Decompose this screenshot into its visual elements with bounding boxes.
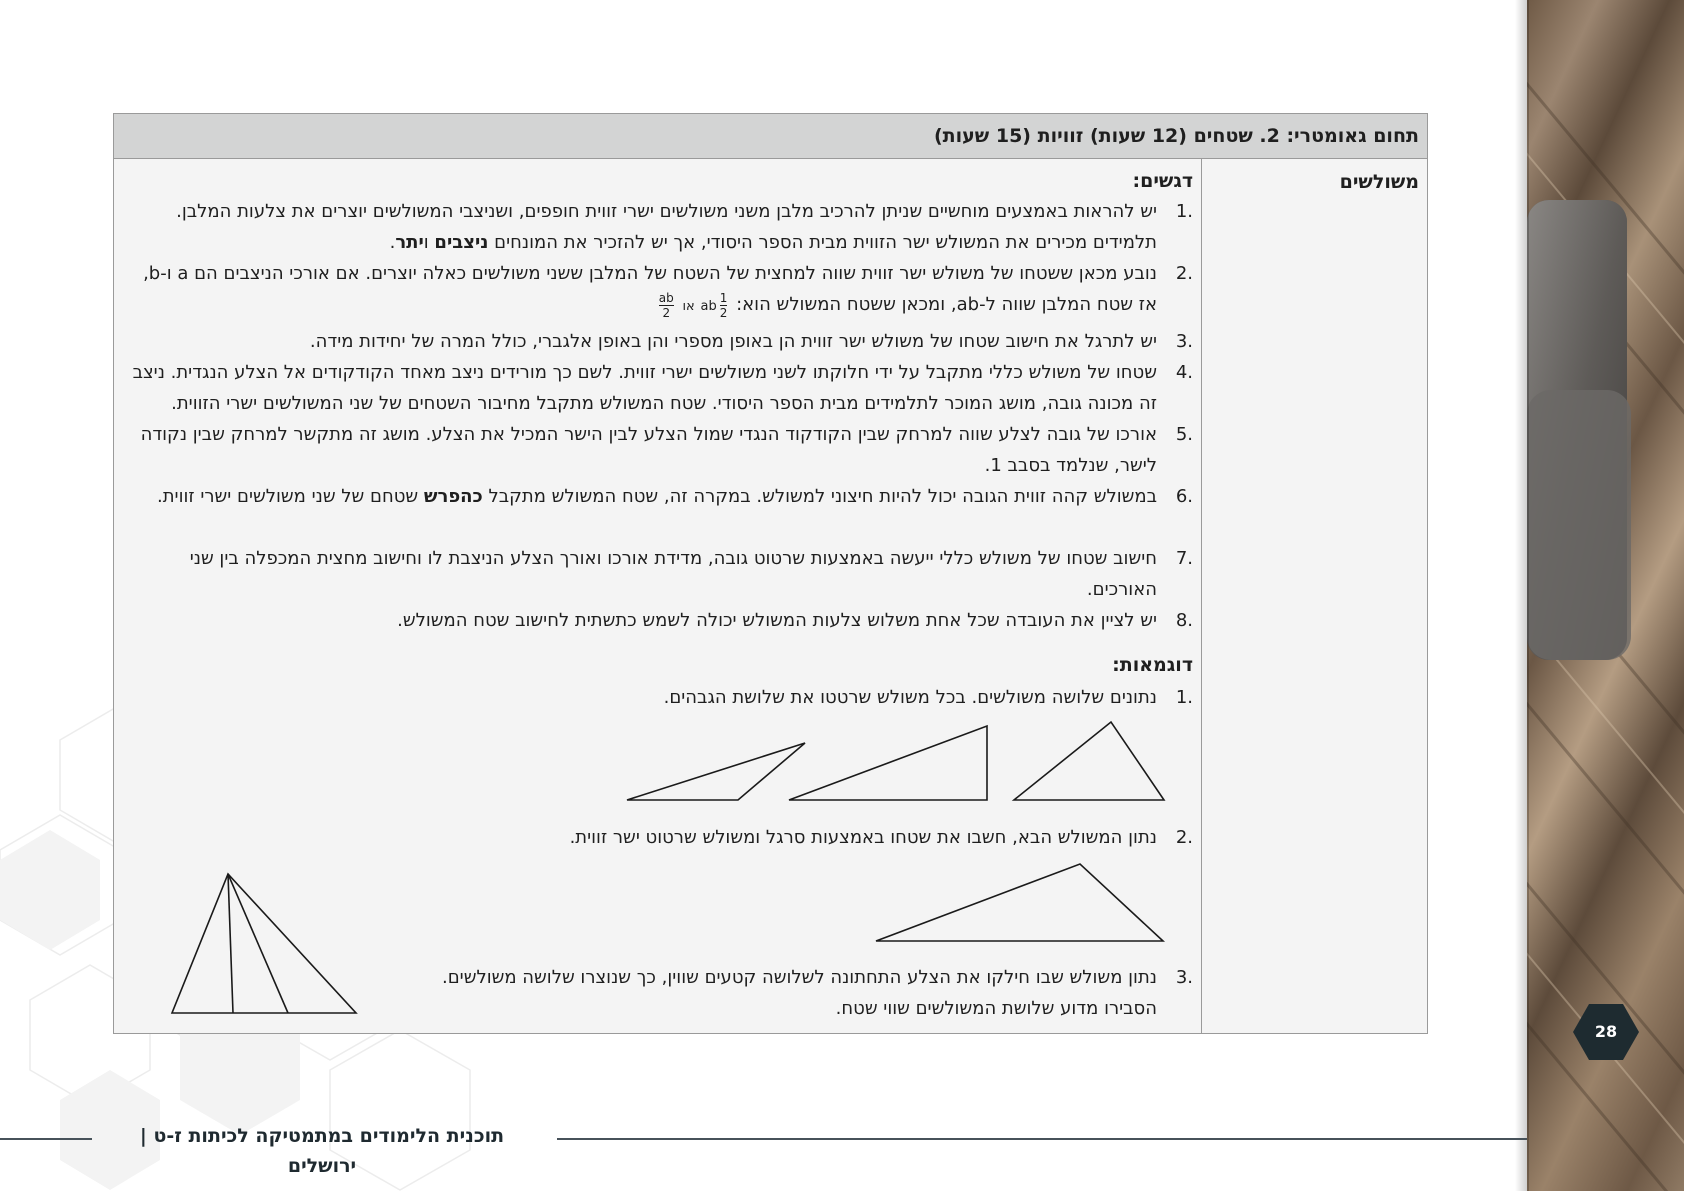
item-text-part: יש להראות באמצעים מוחשיים שניתן להרכיב מלבן משני משולשים ישרי זווית חופפים, ושניצבי המשולשים יוצרים את צלעות המלבן. תלמידים מכירים את המשולש ישר הזווית מבית הספר היסודי, אך יש להזכיר את המונחים bbox=[176, 201, 1157, 253]
item-text: יש לציין את העובדה שכל אחת משלוש צלעות המשולש יכולה לשמש כתשתית לחישוב שטח המשולש. bbox=[397, 610, 1157, 631]
page-edge-shadow bbox=[1515, 0, 1529, 1191]
item-text-part: שטחם של שני משולשים ישרי זווית. bbox=[157, 486, 424, 507]
item-text: נתון המשולש הבא, חשבו את שטחו באמצעות סרגל ומשולש שרטוט ישר זווית. bbox=[569, 827, 1157, 848]
item-text-part: . bbox=[389, 232, 396, 253]
fraction-denominator: 2 bbox=[659, 305, 674, 320]
footer-rule-right bbox=[557, 1138, 1527, 1140]
list-item bbox=[123, 481, 1193, 512]
list-item bbox=[123, 196, 1193, 258]
item-text-part: ו bbox=[423, 232, 435, 253]
item-text-part: במשולש קהה זווית הגובה יכול להיות חיצוני למשולש. במקרה זה, שטח המשולש מתקבל bbox=[482, 486, 1157, 507]
list-item bbox=[123, 258, 1193, 322]
curriculum-table bbox=[113, 113, 1428, 1034]
content-cell bbox=[114, 159, 1201, 1033]
example-item bbox=[393, 962, 1193, 1024]
bold-term: ניצבים bbox=[434, 232, 489, 253]
item-text-line-formula bbox=[123, 289, 1157, 322]
fraction-numerator: ab bbox=[658, 290, 674, 305]
page-number: 28 bbox=[1594, 1022, 1618, 1041]
list-item bbox=[123, 605, 1193, 636]
item-text bbox=[123, 258, 1157, 322]
item-text: נתון משולש שבו חילקו את הצלע התחתונה לשלושה קטעים שווין, כך שנוצרו שלושה משולשים. הסבירו מדוע שלושת המשולשים שווי שטח. bbox=[442, 967, 1157, 1019]
item-text: שטחו של משולש כללי מתקבל על ידי חלוקתו לשני משולשים ישרי זווית. לשם כך מורידים ניצב מאחד הקודקודים אל הצלע הנגדית. ניצב זה מכונה גובה, מושג המוכר לתלמידים מבית הספר היסודי. שטח המשולש מתקבל מחיבור השטחים של שני המשולשים ישרי הזווית. bbox=[132, 362, 1157, 414]
item-number: 1. bbox=[1175, 687, 1193, 708]
fraction-denominator: 2 bbox=[719, 305, 728, 320]
footer-rule-left bbox=[0, 1138, 92, 1140]
list-item bbox=[123, 419, 1193, 481]
topic-label: משולשים bbox=[1339, 171, 1419, 193]
item-number: 7. bbox=[1175, 548, 1193, 569]
item-text: נתונים שלושה משולשים. בכל משולש שרטטו את שלושת הגבהים. bbox=[663, 687, 1157, 708]
list-item bbox=[123, 326, 1193, 357]
item-text-part: אז שטח המלבן שווה ל-ab, ומכאן ששטח המשולש הוא: bbox=[736, 294, 1157, 315]
table-header bbox=[114, 114, 1427, 159]
table-header-title: תחום גאומטרי: 2. שטחים (12 שעות) זוויות (15 שעות) bbox=[933, 125, 1419, 147]
item-number: 6. bbox=[1175, 486, 1193, 507]
formula-or: או bbox=[682, 299, 695, 314]
fraction-ab-over-2 bbox=[659, 291, 674, 320]
examples-title: דוגמאות: bbox=[1112, 654, 1193, 676]
topic-cell bbox=[1201, 159, 1427, 1033]
example-item bbox=[123, 682, 1193, 713]
list-item bbox=[123, 357, 1193, 419]
item-text-line: נובע מכאן ששטחו של משולש ישר זווית שווה למחצית של השטח של המלבן ששני משולשים כאלה יוצרים. אם אורכי הניצבים הם a ו-b, bbox=[143, 263, 1157, 284]
item-text bbox=[123, 481, 1157, 512]
list-item bbox=[123, 543, 1193, 605]
item-number: 8. bbox=[1175, 610, 1193, 631]
bold-term: כהפרש bbox=[423, 486, 483, 507]
bold-term: יתר bbox=[395, 232, 424, 253]
item-number: 4. bbox=[1175, 362, 1193, 383]
footer-title: תוכנית הלימודים במתמטיקה לכיתות ז-ט | ירושלים bbox=[139, 1125, 505, 1177]
item-number: 1. bbox=[1175, 201, 1193, 222]
page-number-badge bbox=[1573, 1003, 1639, 1061]
example-item bbox=[123, 822, 1193, 853]
item-number: 3. bbox=[1175, 967, 1193, 988]
item-text: אורכו של גובה לצלע שווה למרחק שבין הקודקוד הנגדי שמול הצלע לבין הישר המכיל את הצלע. מושג זה מתקשר למרחק שבין נקודה לישר, שנלמד בסבב 1. bbox=[140, 424, 1157, 476]
item-number: 5. bbox=[1175, 424, 1193, 445]
item-number: 2. bbox=[1175, 263, 1193, 284]
formula-ab: ab bbox=[700, 299, 717, 314]
item-number: 2. bbox=[1175, 827, 1193, 848]
fraction-half bbox=[720, 291, 728, 320]
item-text: יש לתרגל את חישוב שטחו של משולש ישר זווית הן באופן מספרי והן באופן אלגברי, כולל המרה של יחידות מידה. bbox=[309, 331, 1157, 352]
item-number: 3. bbox=[1175, 331, 1193, 352]
emphases-title: דגשים: bbox=[1132, 170, 1193, 192]
item-text bbox=[123, 196, 1157, 258]
fraction-numerator: 1 bbox=[719, 290, 728, 305]
item-text: חישוב שטחו של משולש כללי ייעשה באמצעות שרטוט גובה, מדידת אורכו ואורך הצלע הניצבת לו וחישוב מחצית המכפלה בין שני האורכים. bbox=[189, 548, 1157, 600]
